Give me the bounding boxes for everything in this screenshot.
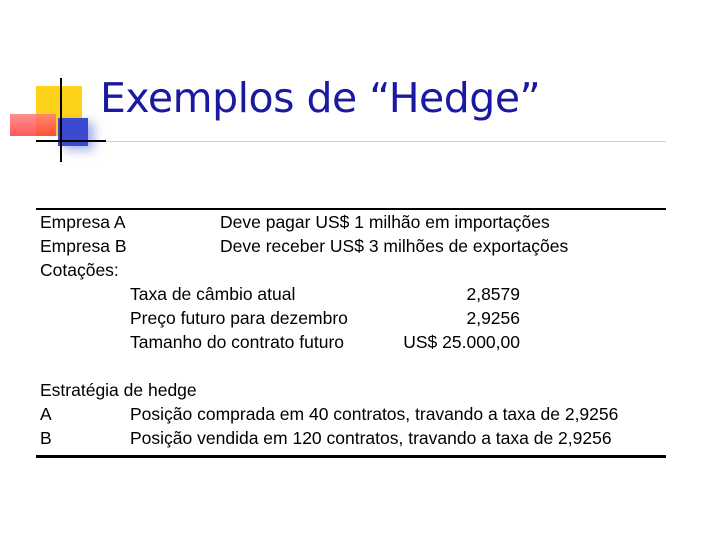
strategy-heading-row — [36, 378, 666, 402]
section-spacer — [36, 354, 666, 378]
strategy-heading: Estratégia de hedge — [40, 380, 197, 400]
company-label: Empresa A — [40, 212, 126, 232]
company-row-b — [36, 234, 666, 258]
quotes-heading: Cotações: — [40, 260, 119, 280]
logo-vertical-line — [60, 78, 62, 162]
logo-horizontal-line — [36, 140, 106, 142]
company-description: Deve pagar US$ 1 milhão em importações — [220, 212, 550, 232]
quote-label: Tamanho do contrato futuro — [130, 332, 345, 352]
company-label: Empresa B — [40, 236, 127, 256]
quote-row — [36, 306, 666, 330]
quote-label: Taxa de câmbio atual — [130, 284, 296, 304]
quotes-heading-row — [36, 258, 666, 282]
quote-row — [36, 330, 666, 354]
table-bottom-rule — [36, 455, 666, 458]
company-row-a — [36, 210, 666, 234]
slide-logo — [0, 0, 100, 170]
title-underline — [106, 141, 666, 142]
strategy-description: Posição comprada em 40 contratos, travando a taxa de 2,9256 — [130, 404, 619, 424]
quote-value: US$ 25.000,00 — [403, 332, 520, 352]
company-description: Deve receber US$ 3 milhões de exportações — [220, 236, 569, 256]
quote-value: 2,9256 — [466, 308, 520, 328]
quote-label: Preço futuro para dezembro — [130, 308, 348, 328]
quote-value: 2,8579 — [466, 284, 520, 304]
strategy-label: A — [40, 404, 52, 424]
hedge-table — [36, 208, 666, 458]
strategy-label: B — [40, 428, 52, 448]
quote-row — [36, 282, 666, 306]
strategy-row-b — [36, 426, 666, 450]
logo-red-bar — [10, 114, 56, 136]
strategy-description: Posição vendida em 120 contratos, travando a taxa de 2,9256 — [130, 428, 612, 448]
strategy-row-a — [36, 402, 666, 426]
slide-title: Exemplos de “Hedge” — [100, 74, 541, 122]
